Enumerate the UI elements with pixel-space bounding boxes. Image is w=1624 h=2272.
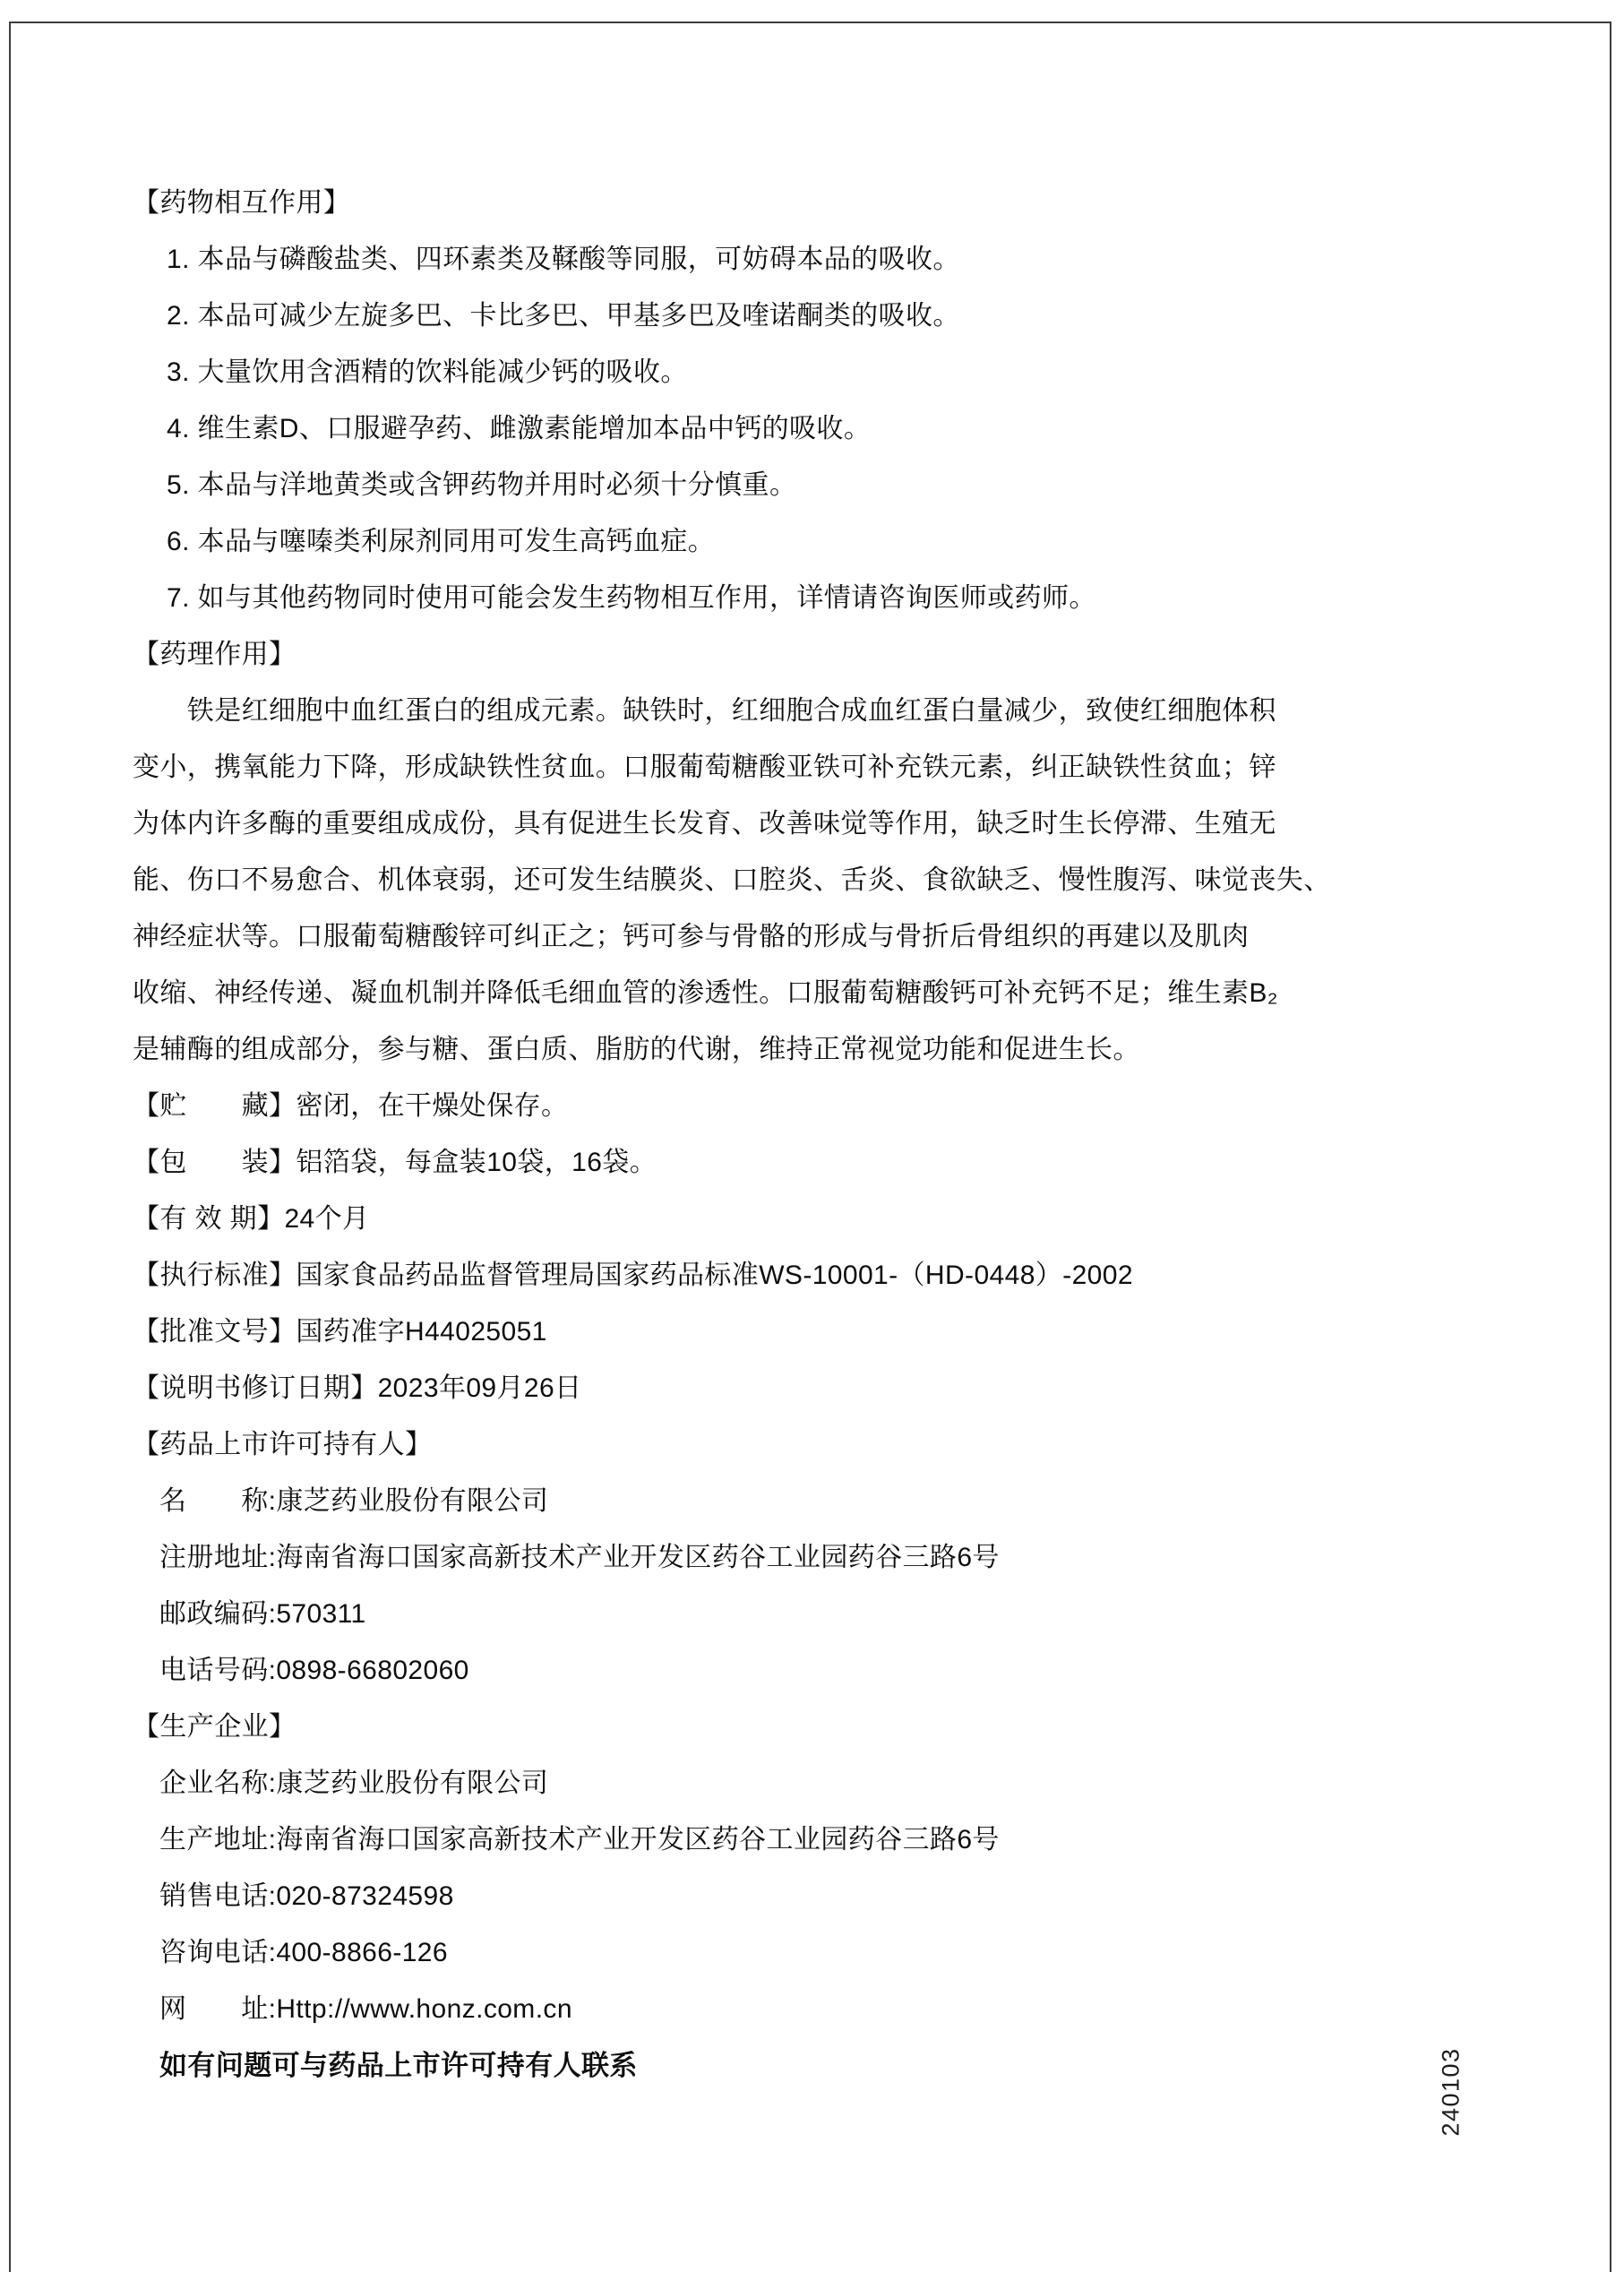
- manufacturer-name: 企业名称:康芝药业股份有限公司: [159, 1769, 549, 1798]
- pharmacology-line-4: 能、伤口不易愈合、机体衰弱，还可发生结膜炎、口腔炎、舌炎、食欲缺乏、慢性腹泻、味觉丧失、: [133, 865, 1331, 895]
- side-batch-code: 240103: [1437, 2047, 1465, 2137]
- interaction-item-3: 3. 大量饮用含酒精的饮料能减少钙的吸收。: [167, 357, 688, 387]
- pharmacology-line-3: 为体内许多酶的重要组成成份，具有促进生长发育、改善味觉等作用，缺乏时生长停滞、生殖无: [133, 809, 1276, 839]
- leaflet-text-column: [133, 175, 1331, 2094]
- holder-name: 名 称:康芝药业股份有限公司: [159, 1486, 549, 1516]
- consult-phone: 咨询电话:400-8866-126: [159, 1938, 448, 1967]
- sales-phone: 销售电话:020-87324598: [159, 1881, 454, 1911]
- pharmacology-line-5: 神经症状等。口服葡萄糖酸锌可纠正之；钙可参与骨骼的形成与骨折后骨组织的再建以及肌肉: [133, 922, 1250, 951]
- section-header-manufacturer: 【生产企业】: [133, 1712, 296, 1742]
- interaction-item-1: 1. 本品与磷酸盐类、四环素类及鞣酸等同服，可妨碍本品的吸收。: [167, 245, 960, 274]
- pharmacology-line-2: 变小，携氧能力下降，形成缺铁性贫血。口服葡萄糖酸亚铁可补充铁元素，纠正缺铁性贫血；锌: [133, 753, 1276, 782]
- packaging-line: 【包 装】铝箔袋，每盒装10袋，16袋。: [133, 1148, 657, 1177]
- contact-note: 如有问题可与药品上市许可持有人联系: [159, 2050, 638, 2081]
- pharmacology-line-7: 是辅酶的组成部分，参与糖、蛋白质、脂肪的代谢，维持正常视觉功能和促进生长。: [133, 1035, 1140, 1064]
- pharmacology-line-1: 铁是红细胞中血红蛋白的组成元素。缺铁时，红细胞合成血红蛋白量减少，致使红细胞体积: [133, 696, 1276, 726]
- interaction-item-5: 5. 本品与洋地黄类或含钾药物并用时必须十分慎重。: [167, 470, 797, 500]
- interaction-item-6: 6. 本品与噻嗪类利尿剂同用可发生高钙血症。: [167, 527, 716, 556]
- section-header-drug-interactions: 【药物相互作用】: [133, 188, 351, 218]
- holder-postal-code: 邮政编码:570311: [159, 1599, 366, 1629]
- storage-line: 【贮 藏】密闭，在干燥处保存。: [133, 1091, 569, 1121]
- validity-line: 【有 效 期】24个月: [133, 1204, 370, 1234]
- section-header-license-holder: 【药品上市许可持有人】: [133, 1430, 433, 1459]
- holder-registered-address: 注册地址:海南省海口国家高新技术产业开发区药谷工业园药谷三路6号: [159, 1543, 1000, 1572]
- revision-date-line: 【说明书修订日期】2023年09月26日: [133, 1373, 582, 1403]
- approval-number-line: 【批准文号】国药准字H44025051: [133, 1317, 547, 1347]
- pharmacology-line-6: 收缩、神经传递、凝血机制并降低毛细血管的渗透性。口服葡萄糖酸钙可补充钙不足；维生素B₂: [133, 978, 1278, 1008]
- interaction-item-4: 4. 维生素D、口服避孕药、雌激素能增加本品中钙的吸收。: [167, 414, 872, 443]
- manufacturer-address: 生产地址:海南省海口国家高新技术产业开发区药谷工业园药谷三路6号: [159, 1825, 1000, 1855]
- interaction-item-2: 2. 本品可减少左旋多巴、卡比多巴、甲基多巴及喹诺酮类的吸收。: [167, 301, 960, 331]
- website: 网 址:Http://www.honz.com.cn: [159, 1994, 572, 2024]
- section-header-pharmacology: 【药理作用】: [133, 640, 296, 669]
- standard-line: 【执行标准】国家食品药品监督管理局国家药品标准WS-10001-（HD-0448）-2002: [133, 1261, 1133, 1290]
- holder-phone: 电话号码:0898-66802060: [159, 1656, 469, 1685]
- interaction-item-7: 7. 如与其他药物同时使用可能会发生药物相互作用，详情请咨询医师或药师。: [167, 583, 1096, 613]
